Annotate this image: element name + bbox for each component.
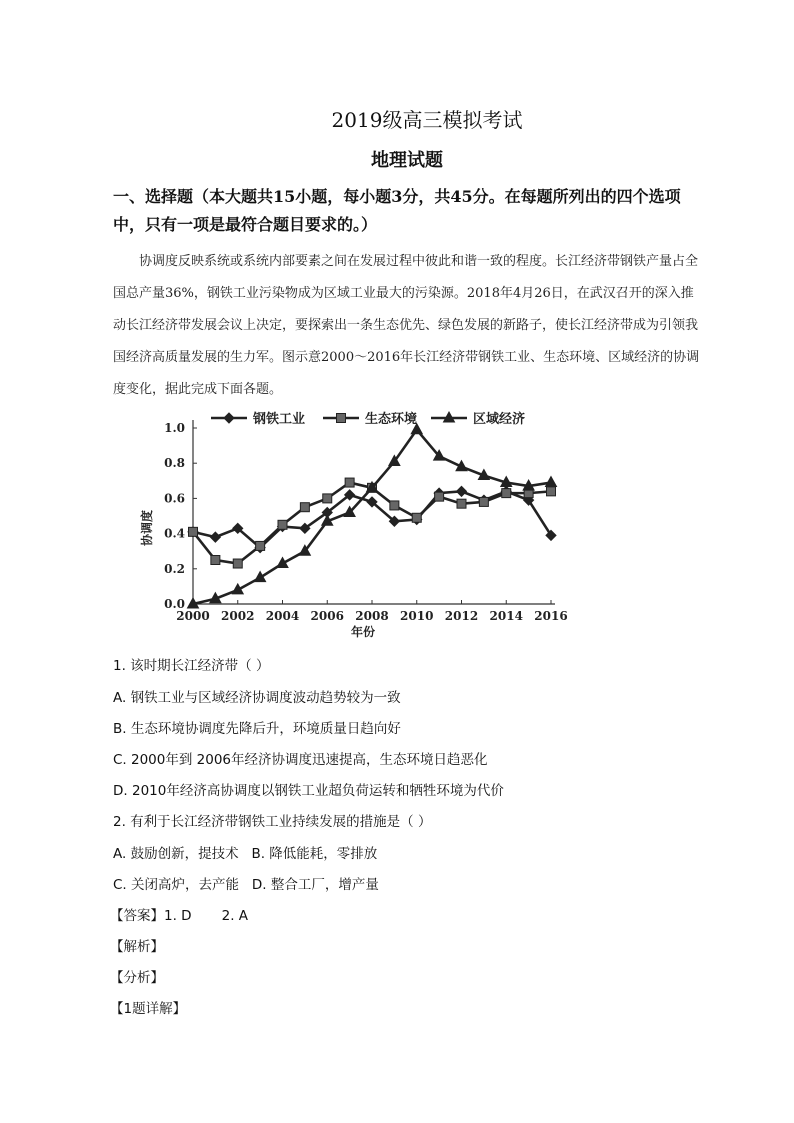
detail-label: 【1题详解】 [110,1001,187,1017]
data-point [189,527,198,536]
answer-line [110,904,248,924]
question-2-options-ab: A. 鼓励创新，提技术 B. 降低能耗，零排放 [113,846,378,862]
question-2-options-cd: C. 关闭高炉，去产能 D. 整合工厂，增产量 [113,877,379,893]
legend-label: 区域经济 [473,412,526,427]
exam-title: 2019级高三模拟考试 [331,108,523,132]
coordination-chart [133,402,568,642]
subject-title: 地理试题 [371,150,443,171]
y-tick-label: 0.0 [164,597,185,611]
x-tick-label: 2010 [400,609,434,623]
data-point [435,492,444,501]
legend-label: 钢铁工业 [253,412,306,427]
answer-label: 【答案】 [110,908,164,924]
data-point [457,486,467,496]
x-axis-label: 年份 [350,625,376,639]
section-heading: 一、选择题（本大题共15小题，每小题3分，共45分。在每题所列出的四个选项中，只有一项是最符合题目要求的。） [113,187,681,234]
data-point [547,487,556,496]
analysis-label: 【解析】 [110,939,164,955]
data-point [256,541,265,550]
x-tick-label: 2016 [534,609,568,623]
question-1-option-a: A. 钢铁工业与区域经济协调度波动趋势较为一致 [113,690,401,706]
data-point [546,477,557,487]
x-tick-label: 2012 [444,609,479,623]
data-point [345,478,354,487]
x-tick-label: 2000 [176,609,210,623]
x-tick-label: 2004 [265,609,300,623]
data-point [211,556,220,565]
data-point [300,503,309,512]
data-point [390,501,399,510]
y-tick-label: 0.6 [164,491,185,506]
data-point [278,520,287,529]
answer-value: 1. D 2. A [164,908,249,924]
question-2-stem: 2. 有利于长江经济带钢铁工业持续发展的措施是（ ） [113,814,432,830]
passage-text: 协调度反映系统或系统内部要素之间在发展过程中彼此和谐一致的程度。长江经济带钢铁产量占全国总产量36%，钢铁工业污染物成为区域工业最大的污染源。2018年4月26日，在武汉召开的深入推动长江经济带发展会议上决定，要探索出一条生态优先、绿色发展的新路子，使长江经济带成为引领我国经济高质量发展的生力军。图示意2000～2016年长江经济带钢铁工业、生态环境、区域经济的协调度变化，据此完成下面各题。 [113,254,700,397]
y-tick-label: 0.8 [164,456,185,471]
passage [113,246,703,406]
data-point [502,489,511,498]
question-1-option-b: B. 生态环境协调度先降后升，环境质量日趋向好 [113,721,401,737]
y-tick-label: 1.0 [164,421,185,435]
question-1-option-c: C. 2000年到 2006年经济协调度迅速提高，生态环境日趋恶化 [113,752,488,768]
y-axis-label: 协调度 [140,509,154,546]
y-tick-label: 0.4 [164,526,185,541]
question-1-option-d: D. 2010年经济高协调度以钢铁工业超负荷运转和牺牲环境为代价 [113,783,504,799]
x-tick-label: 2014 [489,609,523,623]
legend-label: 生态环境 [365,412,418,427]
legend-marker [337,414,346,423]
question-1-stem: 1. 该时期长江经济带（ ） [113,658,270,674]
x-tick-label: 2002 [221,609,255,623]
data-point [323,494,332,503]
data-point [479,497,488,506]
x-tick-label: 2006 [310,609,344,623]
data-point [457,499,466,508]
data-point [210,532,220,542]
legend-marker [224,413,234,423]
data-point [233,559,242,568]
y-tick-label: 0.2 [164,561,185,576]
series-line-3 [193,430,551,604]
x-tick-label: 2008 [355,609,389,623]
breakdown-label: 【分析】 [110,970,164,986]
data-point [412,513,421,522]
